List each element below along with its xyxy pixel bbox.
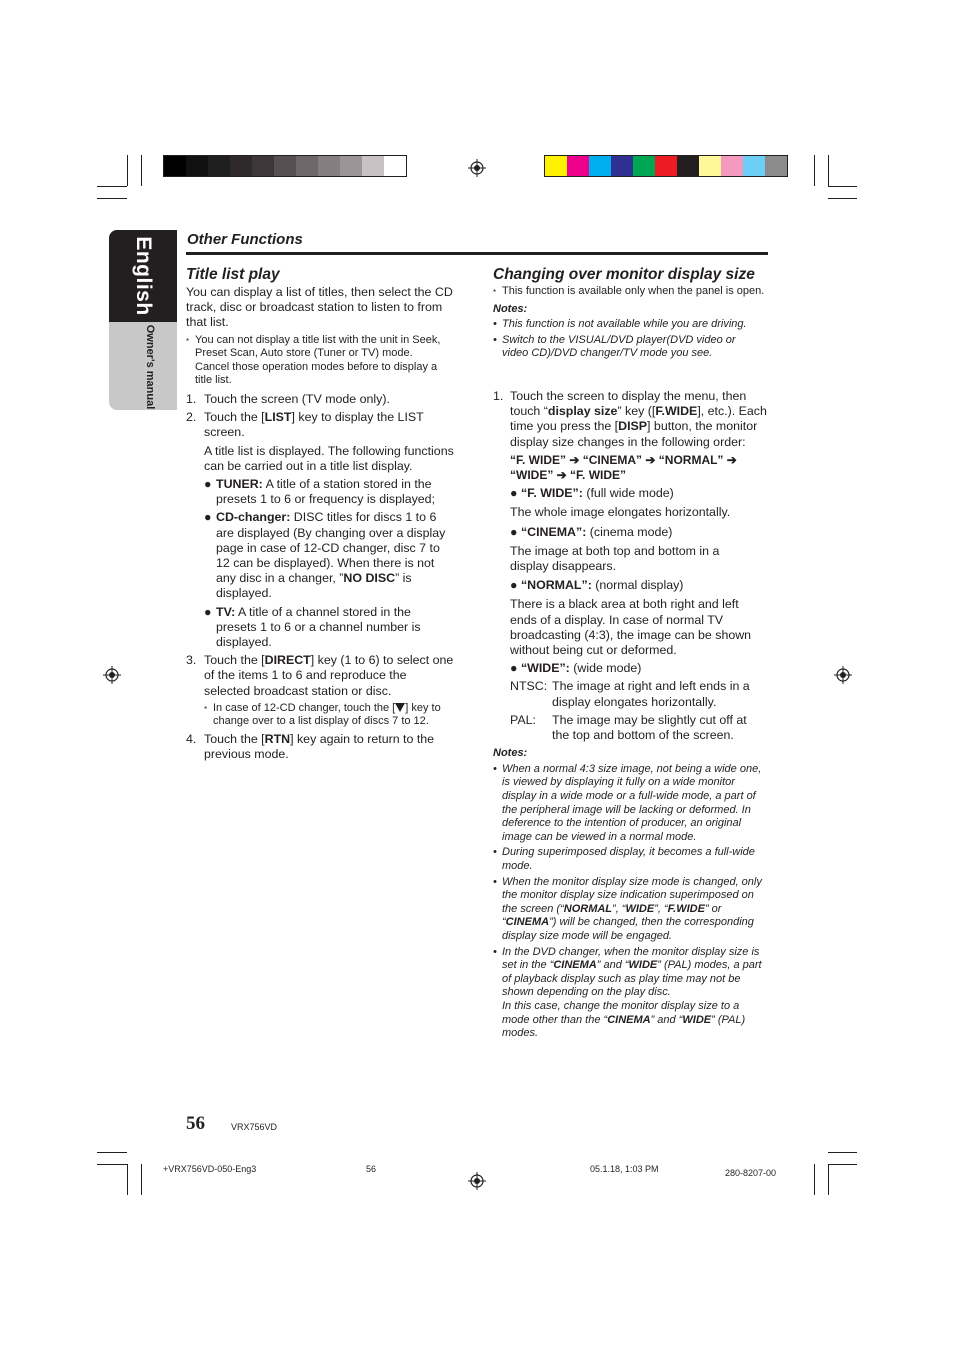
mode-cinema-desc: The image at both top and bottom in a display disappears. (510, 543, 720, 573)
wide-mode: (wide mode) (569, 661, 642, 676)
function-tuner (186, 477, 448, 507)
wide-mode-name: WIDE (682, 1013, 712, 1026)
calibration-swatch (743, 156, 765, 176)
crop-mark (828, 1164, 857, 1165)
calibration-swatch (545, 156, 567, 176)
tv-label: TV: (216, 604, 236, 619)
step-text: Touch the [ (204, 732, 265, 747)
mode-f-wide (493, 486, 771, 501)
note-bullet: • (493, 875, 497, 888)
ntsc-text: The image at right and left ends in a display elongates horizontally. (552, 679, 750, 709)
cd-changer-text: DISC titles for discs 1 to 6 are displayed (By changing over a display page in case of 12-CD changer, disc 7 to 12 can be displayed). When there is not any disc in a changer, ” (216, 510, 446, 586)
cinema-label: “CINEMA”: (520, 524, 587, 539)
f-wide-key-label: F.WIDE (655, 404, 698, 419)
note-item-text: ”) will be changed, then the corresponding display size mode will be engaged. (502, 916, 754, 942)
grayscale-calibration-bar (163, 155, 407, 177)
note-item-text: In the DVD changer, when the monitor display size is set in the “ (502, 945, 760, 972)
note-item-text: During superimposed display, it becomes a full-wide mode. (502, 846, 755, 872)
step-3-note-text: In case of 12-CD changer, touch the [ (213, 701, 396, 714)
step-text: ] button, the monitor display size changes in the following order: (510, 419, 758, 449)
left-note (186, 334, 445, 388)
calibration-swatch (655, 156, 677, 176)
cinema-mode-name: CINEMA (505, 916, 550, 929)
mode-order-line-1: “F. WIDE” ➔ “CINEMA” ➔ “NORMAL” ➔ (510, 452, 737, 467)
step-text: Touch the [ (204, 410, 265, 425)
step-number: 4. (186, 732, 197, 747)
right-title: Changing over monitor display size (493, 266, 755, 283)
step-4 (186, 732, 454, 762)
note-item-text: This function is not available while you are driving. (502, 318, 747, 331)
crop-mark (828, 1152, 857, 1153)
step-1 (186, 392, 466, 407)
crop-mark (828, 1164, 829, 1195)
disp-button-label: DISP (618, 419, 648, 434)
step-text: ” key ([ (617, 404, 656, 419)
step-number: 1. (186, 391, 197, 406)
f-wide-label: “F. WIDE”: (520, 486, 583, 501)
wide-pal (493, 713, 764, 743)
crop-mark (814, 1164, 815, 1195)
note-asterisk: * (186, 336, 190, 346)
note-item-text: Switch to the VISUAL/DVD player(DVD video or video CD)/DVD changer/TV mode you see. (502, 333, 736, 360)
left-intro: You can display a list of titles, then select the CD track, disc or broadcast station to listen to from that list. (186, 285, 453, 330)
rtn-key-label: RTN (264, 732, 291, 747)
f-wide-mode: (full wide mode) (582, 486, 674, 501)
function-cd-changer (186, 510, 448, 601)
registration-mark-icon (834, 666, 852, 684)
step-number: 2. (186, 410, 197, 425)
step-text: ] key again to return to the previous mode. (204, 732, 435, 762)
note-asterisk: * (204, 704, 208, 714)
crop-mark (97, 186, 127, 187)
ntsc-label: NTSC: (510, 679, 548, 694)
calibration-swatch (677, 156, 699, 176)
step-text: ], etc.). Each time you press the [ (510, 404, 767, 434)
wide-label: “WIDE”: (520, 661, 570, 676)
side-tab-subtitle-text: Owner's manual (144, 324, 156, 410)
calibration-swatch (633, 156, 655, 176)
color-calibration-bar (544, 155, 788, 177)
pal-text: The image may be slightly cut off at the top and bottom of the screen. (552, 712, 747, 743)
note-item-text: When the monitor display size mode is changed, only the monitor display size indication superimposed on the screen (“ (502, 875, 762, 915)
crop-mark (141, 155, 142, 186)
header-rule (186, 252, 768, 255)
availability-note-text: This function is available only when the panel is open. (502, 285, 765, 297)
bullet: ● (510, 524, 518, 539)
wide-ntsc (493, 679, 764, 709)
calibration-swatch (699, 156, 721, 176)
note-bullet: • (493, 762, 497, 775)
crop-mark (828, 198, 857, 199)
note-item (493, 318, 764, 332)
step-text: ] key to display the LIST screen. (204, 410, 424, 440)
mode-wide (493, 661, 771, 676)
side-tab-language (125, 236, 161, 316)
step-3-note-text: ] key to change over to a list display of discs 7 to 12. (213, 701, 441, 728)
calibration-swatch (721, 156, 743, 176)
calibration-swatch (567, 156, 589, 176)
calibration-swatch (164, 156, 186, 176)
registration-mark-icon (103, 666, 121, 684)
note-continuation (502, 1000, 768, 1041)
crop-mark (97, 1152, 127, 1153)
footer-code: 280-8207-00 (725, 1168, 777, 1178)
note-bullet: • (493, 333, 497, 346)
right-step-1 (493, 389, 768, 450)
wide-mode-name: WIDE (625, 902, 655, 915)
note-item (493, 763, 768, 845)
step-2 (186, 410, 454, 440)
display-size-key-label: display size (547, 404, 618, 419)
crop-mark (828, 186, 857, 187)
step-text: Touch the screen (TV mode only). (204, 391, 390, 406)
bullet: ● (510, 486, 518, 501)
footer-file: +VRX756VD-050-Eng3 (163, 1164, 257, 1174)
left-column (186, 266, 466, 762)
cinema-mode-name: CINEMA (607, 1013, 651, 1026)
down-triangle-icon (395, 703, 405, 712)
note-item-text: ” and “ (596, 959, 629, 972)
bullet: ● (204, 477, 212, 491)
note-bullet: • (493, 945, 497, 958)
normal-mode-name: NORMAL (563, 902, 613, 915)
calibration-swatch (296, 156, 318, 176)
calibration-swatch (318, 156, 340, 176)
calibration-swatch (362, 156, 384, 176)
calibration-swatch (340, 156, 362, 176)
note-asterisk: * (493, 288, 497, 297)
step-3 (186, 653, 454, 699)
tuner-text: A title of a station stored in the presets 1 to 6 or frequency is displayed; (216, 477, 436, 507)
side-tab (109, 230, 177, 410)
note-item-text: In this case, change the monitor display size to a mode other than the “ (502, 999, 740, 1026)
direct-key-label: DIRECT (264, 653, 311, 668)
step-number: 1. (493, 388, 504, 403)
availability-note (493, 285, 766, 299)
note-item-text: ”, “ (612, 902, 626, 915)
tv-text: A title of a channel stored in the presets 1 to 6 or a channel number is displayed. (216, 604, 421, 650)
step-text: Touch the [ (204, 653, 265, 668)
note-item-text: ” or “ (502, 902, 722, 929)
tuner-label: TUNER: (216, 477, 263, 491)
cinema-mode: (cinema mode) (586, 524, 673, 539)
left-note-text: You can not display a title list with the unit in Seek, Preset Scan, Auto store (Tuner or TV) mode. Cancel those operation modes before to display a title list. (195, 333, 441, 387)
function-tv (186, 605, 448, 651)
bullet: ● (510, 661, 518, 676)
note-item-text: ” (PAL) modes, a part of playback display such as play time may not be shown depending on the play disc. (502, 959, 762, 999)
mode-cinema (493, 525, 771, 540)
list-key-label: LIST (264, 410, 292, 425)
crop-mark (141, 1164, 142, 1195)
crop-mark (97, 198, 127, 199)
footer-sheet: 56 (366, 1164, 377, 1174)
note-item-text: When a normal 4:3 size image, not being a wide one, is viewed by displaying it fully on a wide monitor display in a wide mode or a full-wide mode, a part of the peripheral image will be lacking or deformed. In deference to the intention of producer, an original image can be viewed in a normal mode. (502, 762, 762, 843)
model-number: VRX756VD (231, 1122, 278, 1132)
normal-mode: (normal display) (591, 578, 684, 593)
note-item (493, 334, 764, 361)
crop-mark (814, 155, 815, 186)
calibration-swatch (384, 156, 406, 176)
calibration-swatch (274, 156, 296, 176)
calibration-swatch (765, 156, 787, 176)
note-bullet: • (493, 318, 497, 331)
note-item-text: ” (PAL) modes. (502, 1013, 746, 1040)
note-item-text: ”, “ (654, 902, 668, 915)
calibration-swatch (230, 156, 252, 176)
pal-label: PAL: (510, 712, 536, 727)
crop-mark (97, 1164, 127, 1165)
bullet: ● (204, 510, 212, 525)
step-2-detail: A title list is displayed. The following functions can be carried out in a title list display. (204, 443, 454, 473)
calibration-swatch (186, 156, 208, 176)
calibration-swatch (252, 156, 274, 176)
step-text: Touch the screen to display the menu, then touch “ (510, 388, 747, 419)
section-header: Other Functions (187, 231, 303, 248)
note-item (493, 946, 768, 1041)
normal-label: “NORMAL”: (520, 578, 592, 593)
step-text: ] key (1 to 6) to select one of the items 1 to 6 and reproduce the selected broadcast station or disc. (204, 653, 454, 698)
side-tab-subtitle (139, 325, 161, 409)
note-item-text: ” and “ (650, 1013, 683, 1026)
left-title: Title list play (186, 266, 280, 283)
right-column (493, 266, 771, 1041)
cinema-mode-name: CINEMA (553, 959, 597, 972)
no-disc-label: NO DISC (343, 571, 396, 586)
note-item (493, 876, 768, 944)
cd-changer-label: CD-changer: (216, 510, 291, 525)
registration-mark-icon (468, 159, 486, 177)
side-tab-language-text: English (132, 236, 155, 316)
calibration-swatch (589, 156, 611, 176)
step-3-note (186, 702, 457, 729)
f-wide-mode-name: F.WIDE (667, 902, 705, 915)
note-bullet: • (493, 846, 497, 859)
step-number: 3. (186, 653, 197, 668)
notes-label: Notes: (493, 302, 528, 315)
bullet: ● (510, 578, 518, 593)
note-item (493, 846, 768, 873)
bullet: ● (204, 604, 212, 619)
page-number: 56 (186, 1113, 205, 1134)
crop-mark (828, 155, 829, 186)
wide-mode-name: WIDE (628, 959, 658, 972)
notes-label-2: Notes: (493, 747, 528, 760)
mode-normal-desc: There is a black area at both right and left ends of a display. In case of normal TV broadcasting (4:3), the image can be shown without being cut or deformed. (510, 597, 752, 658)
crop-mark (127, 155, 128, 186)
mode-normal (493, 578, 771, 593)
calibration-swatch (611, 156, 633, 176)
crop-mark (127, 1164, 128, 1195)
mode-f-wide-desc: The whole image elongates horizontally. (510, 505, 731, 520)
calibration-swatch (208, 156, 230, 176)
footer-date: 05.1.18, 1:03 PM (590, 1164, 659, 1174)
cd-changer-text: ” is displayed. (216, 571, 412, 601)
mode-order-line-2: “WIDE” ➔ “F. WIDE” (510, 467, 627, 482)
registration-mark-icon (468, 1172, 486, 1190)
